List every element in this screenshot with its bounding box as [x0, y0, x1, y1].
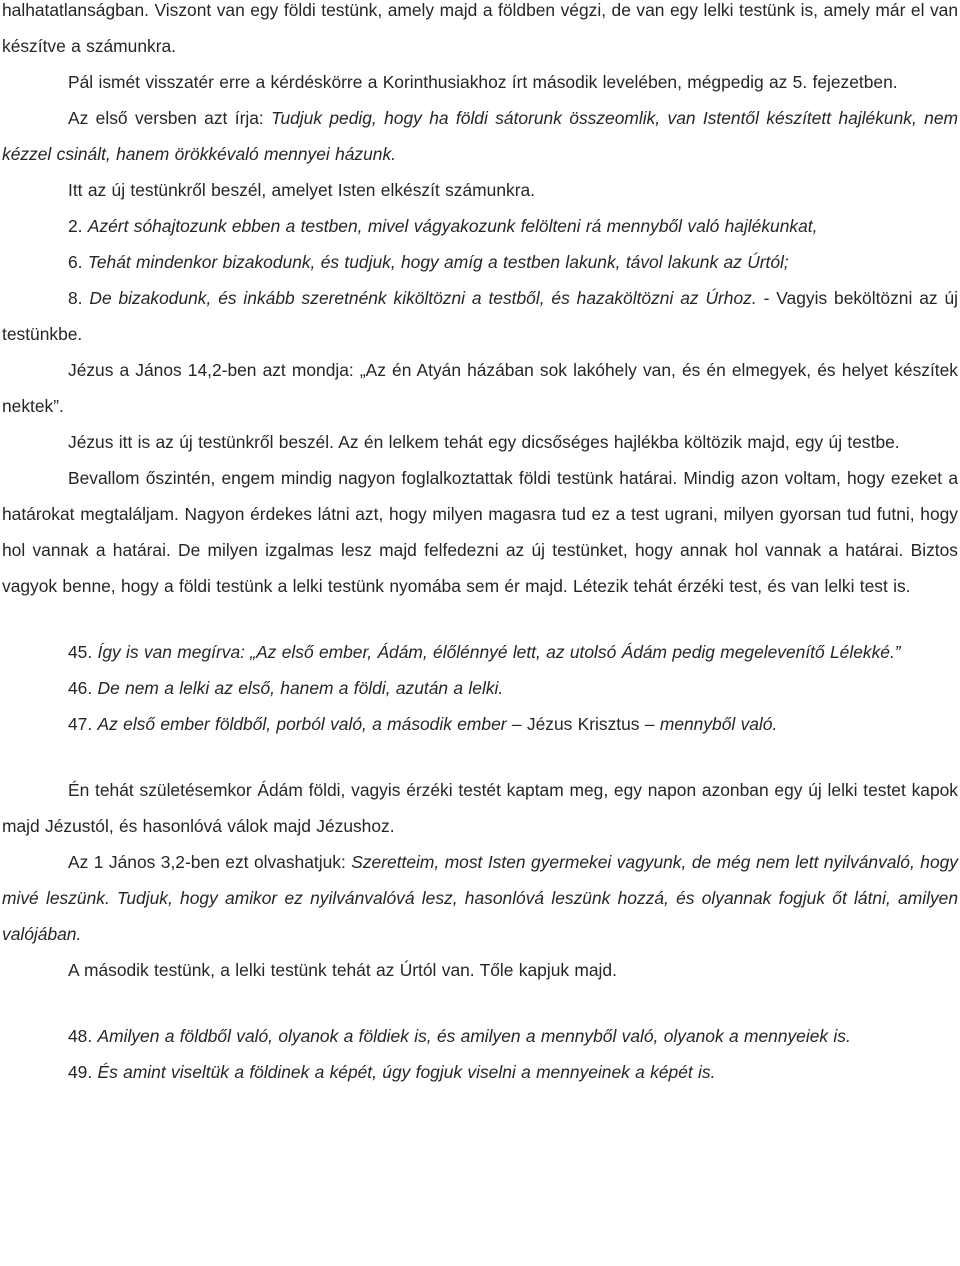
- paragraph-text: Bevallom őszintén, engem mindig nagyon foglalkoztattak földi testünk határai. Mindig azon voltam, hogy ezeket a határokat megtaláljam. Nagyon érdekes látni azt, hogy milyen magasra tud ez a test ugrani, milyen gyorsan tud futni, hogy hol vannak a határai. De milyen izgalmas lesz majd felfedezni az új testünket, hogy annak hol vannak a határai. Biztos vagyok benne, hogy a földi testünk a lelki testünk nyomába sem ér majd. Létezik tehát érzéki test, és van lelki test is.: [2, 468, 958, 596]
- verse-47: [2, 706, 958, 742]
- scripture-quote: Azért sóhajtozunk ebben a testben, mivel vágyakozunk felölteni rá mennyből való hajlékunkat,: [87, 216, 818, 236]
- paragraph-text: Pál ismét visszatér erre a kérdéskörre a Korinthusiakhoz írt második levelében, mégpedig az 5. fejezetben.: [68, 72, 898, 92]
- verse-2: [2, 208, 958, 244]
- scripture-quote: Amilyen a földből való, olyanok a földiek is, és amilyen a mennyből való, olyanok a mennyeiek is.: [97, 1026, 851, 1046]
- paragraph-text: Én tehát születésemkor Ádám földi, vagyis érzéki testét kaptam meg, egy napon azonban egy új lelki testet kapok majd Jézustól, és hasonlóvá válok majd Jézushoz.: [2, 780, 958, 836]
- scripture-quote: Tehát mindenkor bizakodunk, és tudjuk, hogy amíg a testben lakunk, távol lakunk az Úrtól;: [87, 252, 789, 272]
- verse-number: 2.: [68, 216, 88, 236]
- scripture-quote: És amint viseltük a földinek a képét, úgy fogjuk viselni a mennyeinek a képét is.: [97, 1062, 716, 1082]
- verse-48: [2, 1018, 958, 1054]
- paragraph-text: – Jézus Krisztus –: [511, 714, 655, 734]
- scripture-quote: Így is van megírva: „Az első ember, Ádám, élőlénnyé lett, az utolsó Ádám pedig megelevenítő Lélekké.”: [97, 642, 901, 662]
- verse-45: [2, 634, 958, 670]
- scripture-quote: De nem a lelki az első, hanem a földi, azután a lelki.: [97, 678, 504, 698]
- verse-number: 45.: [68, 642, 98, 662]
- verse-46: [2, 670, 958, 706]
- paragraph-text: A második testünk, a lelki testünk tehát az Úrtól van. Tőle kapjuk majd.: [68, 960, 617, 980]
- paragraph-2: [2, 64, 958, 100]
- paragraph-text: Jézus a János 14,2-ben azt mondja:: [68, 360, 360, 380]
- verse-number: 47.: [68, 714, 98, 734]
- paragraph-3: [2, 100, 958, 172]
- paragraph-text: Az 1 János 3,2-ben ezt olvashatjuk:: [68, 852, 352, 872]
- scripture-quote: Szeretteim, most Isten gyermekei vagyunk, de még nem lett nyilvánvaló, hogy mivé leszünk. Tudjuk, hogy amikor ez nyilvánvalóvá lesz, hasonlóvá leszünk hozzá, és olyannak fogjuk őt látni, amilyen valójában.: [2, 852, 958, 944]
- paragraph-1-john-3: [2, 844, 958, 952]
- paragraph-body-limits: [2, 460, 958, 604]
- paragraph-4: [2, 172, 958, 208]
- scripture-quote: Tudjuk pedig, hogy ha földi sátorunk összeomlik, van Istentől készített hajlékunk, nem kézzel csinált, hanem örökkévaló mennyei házunk.: [2, 108, 958, 164]
- scripture-quote: „Az én Atyán házában sok lakóhely van, és én elmegyek, és helyet készítek nektek”.: [2, 360, 958, 416]
- paragraph-text: halhatatlanságban. Viszont van egy földi testünk, amely majd a földben végzi, de van egy lelki testünk is, amely már el van készítve a számunkra.: [2, 0, 958, 56]
- scripture-quote: Az első ember földből, porból való, a második ember: [97, 714, 512, 734]
- blank-line: [2, 742, 958, 772]
- scripture-quote: De bizakodunk, és inkább szeretnénk kiköltözni a testből, és hazaköltözni az Úrhoz.: [89, 288, 757, 308]
- verse-number: 49.: [68, 1062, 98, 1082]
- paragraph-new-body: [2, 424, 958, 460]
- paragraph-text: Az első versben azt írja:: [68, 108, 272, 128]
- paragraph-text: Itt az új testünkről beszél, amelyet Isten elkészít számunkra.: [68, 180, 535, 200]
- paragraph-text: - Vagyis beköltözni az új testünkbe.: [2, 288, 958, 344]
- verse-number: 8.: [68, 288, 90, 308]
- scripture-quote: mennyből való.: [654, 714, 778, 734]
- verse-number: 6.: [68, 252, 88, 272]
- paragraph-john-14: [2, 352, 958, 424]
- paragraph-text: Jézus itt is az új testünkről beszél. Az én lelkem tehát egy dicsőséges hajlékba költözik majd, egy új testbe.: [68, 432, 900, 452]
- verse-number: 48.: [68, 1026, 98, 1046]
- blank-line: [2, 988, 958, 1018]
- paragraph-1: [2, 0, 958, 64]
- paragraph-birth: [2, 772, 958, 844]
- verse-49: [2, 1054, 958, 1090]
- verse-6: [2, 244, 958, 280]
- blank-line: [2, 604, 958, 634]
- verse-number: 46.: [68, 678, 98, 698]
- paragraph-second-body: [2, 952, 958, 988]
- verse-8: [2, 280, 958, 352]
